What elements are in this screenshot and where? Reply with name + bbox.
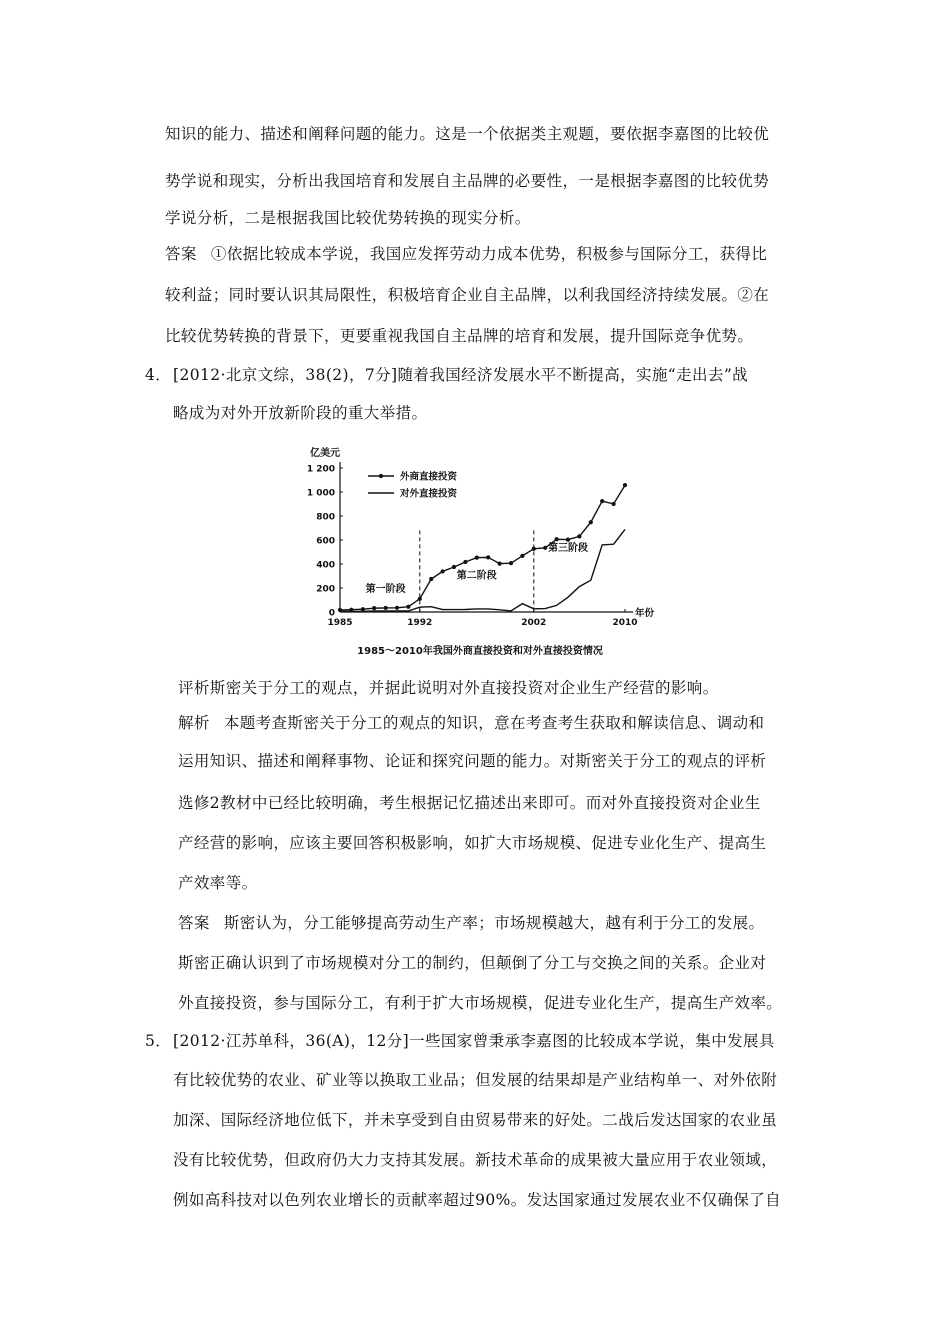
q4-analysis-line-3: 选修2教材中已经比较明确，考生根据记忆描述出来即可。而对外直接投资对企业生 bbox=[178, 794, 761, 812]
q5-number: 5． bbox=[145, 1032, 172, 1050]
data-point bbox=[623, 483, 627, 487]
analysis-label: 解析 bbox=[178, 714, 210, 732]
data-point bbox=[406, 605, 410, 609]
data-point bbox=[429, 577, 433, 581]
x-tick-label: 1992 bbox=[407, 618, 433, 628]
data-point bbox=[577, 534, 581, 538]
data-point bbox=[612, 502, 616, 506]
phase-label: 第三阶段 bbox=[548, 542, 588, 554]
q4-answer-line-2: 斯密正确认识到了市场规模对分工的制约，但颠倒了分工与交换之间的关系。企业对 bbox=[178, 954, 767, 972]
q4-answer-line-1 bbox=[178, 913, 764, 933]
prev-answer-line-2: 较利益；同时要认识其局限性，积极培育企业自主品牌，以利我国经济持续发展。②在 bbox=[165, 286, 770, 304]
data-point bbox=[486, 555, 490, 559]
data-point bbox=[520, 554, 524, 558]
phase-label: 第二阶段 bbox=[456, 570, 497, 582]
q5-text: [2012·江苏单科，36(A)，12分]一些国家曾秉承李嘉图的比较成本学说，集中发展具 bbox=[173, 1032, 775, 1050]
data-point bbox=[452, 565, 456, 569]
q4-number: 4． bbox=[145, 366, 172, 384]
data-point bbox=[509, 561, 513, 565]
answer-text: ①依据比较成本学说，我国应发挥劳动力成本优势，积极参与国际分工，获得比 bbox=[210, 245, 768, 263]
y-tick-label: 800 bbox=[316, 512, 335, 523]
data-point bbox=[463, 560, 467, 564]
q5-line-4: 没有比较优势，但政府仍大力支持其发展。新技术革命的成果被大量应用于农业领域， bbox=[173, 1151, 778, 1169]
data-point bbox=[566, 538, 570, 542]
y-tick-label: 1 200 bbox=[306, 464, 335, 475]
x-tick-label: 2010 bbox=[612, 618, 638, 628]
data-point bbox=[543, 546, 547, 550]
q4-text: [2012·北京文综，38(2)，7分]随着我国经济发展水平不断提高，实施“走出去”战 bbox=[173, 366, 749, 384]
prev-line-2: 势学说和现实，分析出我国培育和发展自主品牌的必要性，一是根据李嘉图的比较优势 bbox=[165, 172, 770, 190]
q4-analysis-line-1 bbox=[178, 713, 764, 733]
y-axis-label: 亿美元 bbox=[310, 448, 340, 459]
legend-marker-1 bbox=[379, 474, 383, 478]
data-point bbox=[441, 569, 445, 573]
q5-line-1 bbox=[145, 1031, 775, 1051]
prev-line-1: 知识的能力、描述和阐释问题的能力。这是一个依据类主观题，要依据李嘉图的比较优 bbox=[165, 125, 770, 143]
phase-label: 第一阶段 bbox=[365, 584, 406, 596]
data-point bbox=[384, 606, 388, 610]
legend-label-2: 对外直接投资 bbox=[400, 488, 458, 500]
data-point bbox=[600, 499, 604, 503]
prev-answer-line-3: 比较优势转换的背景下，更要重视我国自主品牌的培育和发展，提升国际竞争优势。 bbox=[165, 327, 754, 345]
q4-analysis-line-5: 产效率等。 bbox=[178, 874, 258, 892]
analysis-text: 本题考查斯密关于分工的观点的知识，意在考查考生获取和解读信息、调动和 bbox=[223, 714, 765, 732]
answer-text: 斯密认为，分工能够提高劳动生产率；市场规模越大，越有利于分工的发展。 bbox=[223, 914, 765, 932]
x-axis-label: 年份 bbox=[635, 608, 655, 619]
q4-line-2: 略成为对外开放新阶段的重大举措。 bbox=[173, 404, 428, 422]
y-tick-label: 1 000 bbox=[306, 488, 335, 499]
x-tick-label: 2002 bbox=[521, 618, 547, 628]
prev-answer-line-1 bbox=[165, 244, 767, 264]
q4-analysis-line-2: 运用知识、描述和阐释事物、论证和探究问题的能力。对斯密关于分工的观点的评析 bbox=[178, 752, 767, 770]
legend-label-1: 外商直接投资 bbox=[400, 471, 458, 483]
data-point bbox=[395, 606, 399, 610]
q4-line-1 bbox=[145, 365, 748, 385]
investment-chart bbox=[300, 440, 660, 665]
data-point bbox=[372, 606, 376, 610]
y-tick-label: 400 bbox=[316, 560, 335, 571]
data-point bbox=[418, 597, 422, 601]
q5-line-5: 例如高科技对以色列农业增长的贡献率超过90%。发达国家通过发展农业不仅确保了自 bbox=[173, 1191, 782, 1209]
y-tick-label: 200 bbox=[316, 584, 335, 595]
q4-prompt: 评析斯密关于分工的观点，并据此说明对外直接投资对企业生产经营的影响。 bbox=[178, 679, 719, 697]
answer-label: 答案 bbox=[178, 914, 210, 932]
x-tick-label: 1985 bbox=[327, 618, 353, 628]
chart-title: 1985～2010年我国外商直接投资和对外直接投资情况 bbox=[357, 646, 603, 657]
prev-line-3: 学说分析，二是根据我国比较优势转换的现实分析。 bbox=[165, 209, 531, 227]
y-tick-label: 600 bbox=[316, 536, 335, 547]
chart-svg bbox=[300, 440, 660, 665]
answer-label: 答案 bbox=[165, 245, 197, 263]
q4-analysis-line-4: 产经营的影响，应该主要回答积极影响，如扩大市场规模、促进专业化生产、提高生 bbox=[178, 834, 767, 852]
q5-line-3: 加深、国际经济地位低下，并未享受到自由贸易带来的好处。二战后发达国家的农业虽 bbox=[173, 1111, 778, 1129]
q5-line-2: 有比较优势的农业、矿业等以换取工业品；但发展的结果却是产业结构单一、对外依附 bbox=[173, 1071, 778, 1089]
data-point bbox=[498, 562, 502, 566]
q4-answer-line-3: 外直接投资，参与国际分工，有利于扩大市场规模，促进专业化生产，提高生产效率。 bbox=[178, 994, 783, 1012]
data-point bbox=[475, 556, 479, 560]
y-tick-label: 0 bbox=[328, 608, 335, 619]
data-point bbox=[532, 547, 536, 551]
data-point bbox=[589, 520, 593, 524]
data-point bbox=[555, 537, 559, 541]
